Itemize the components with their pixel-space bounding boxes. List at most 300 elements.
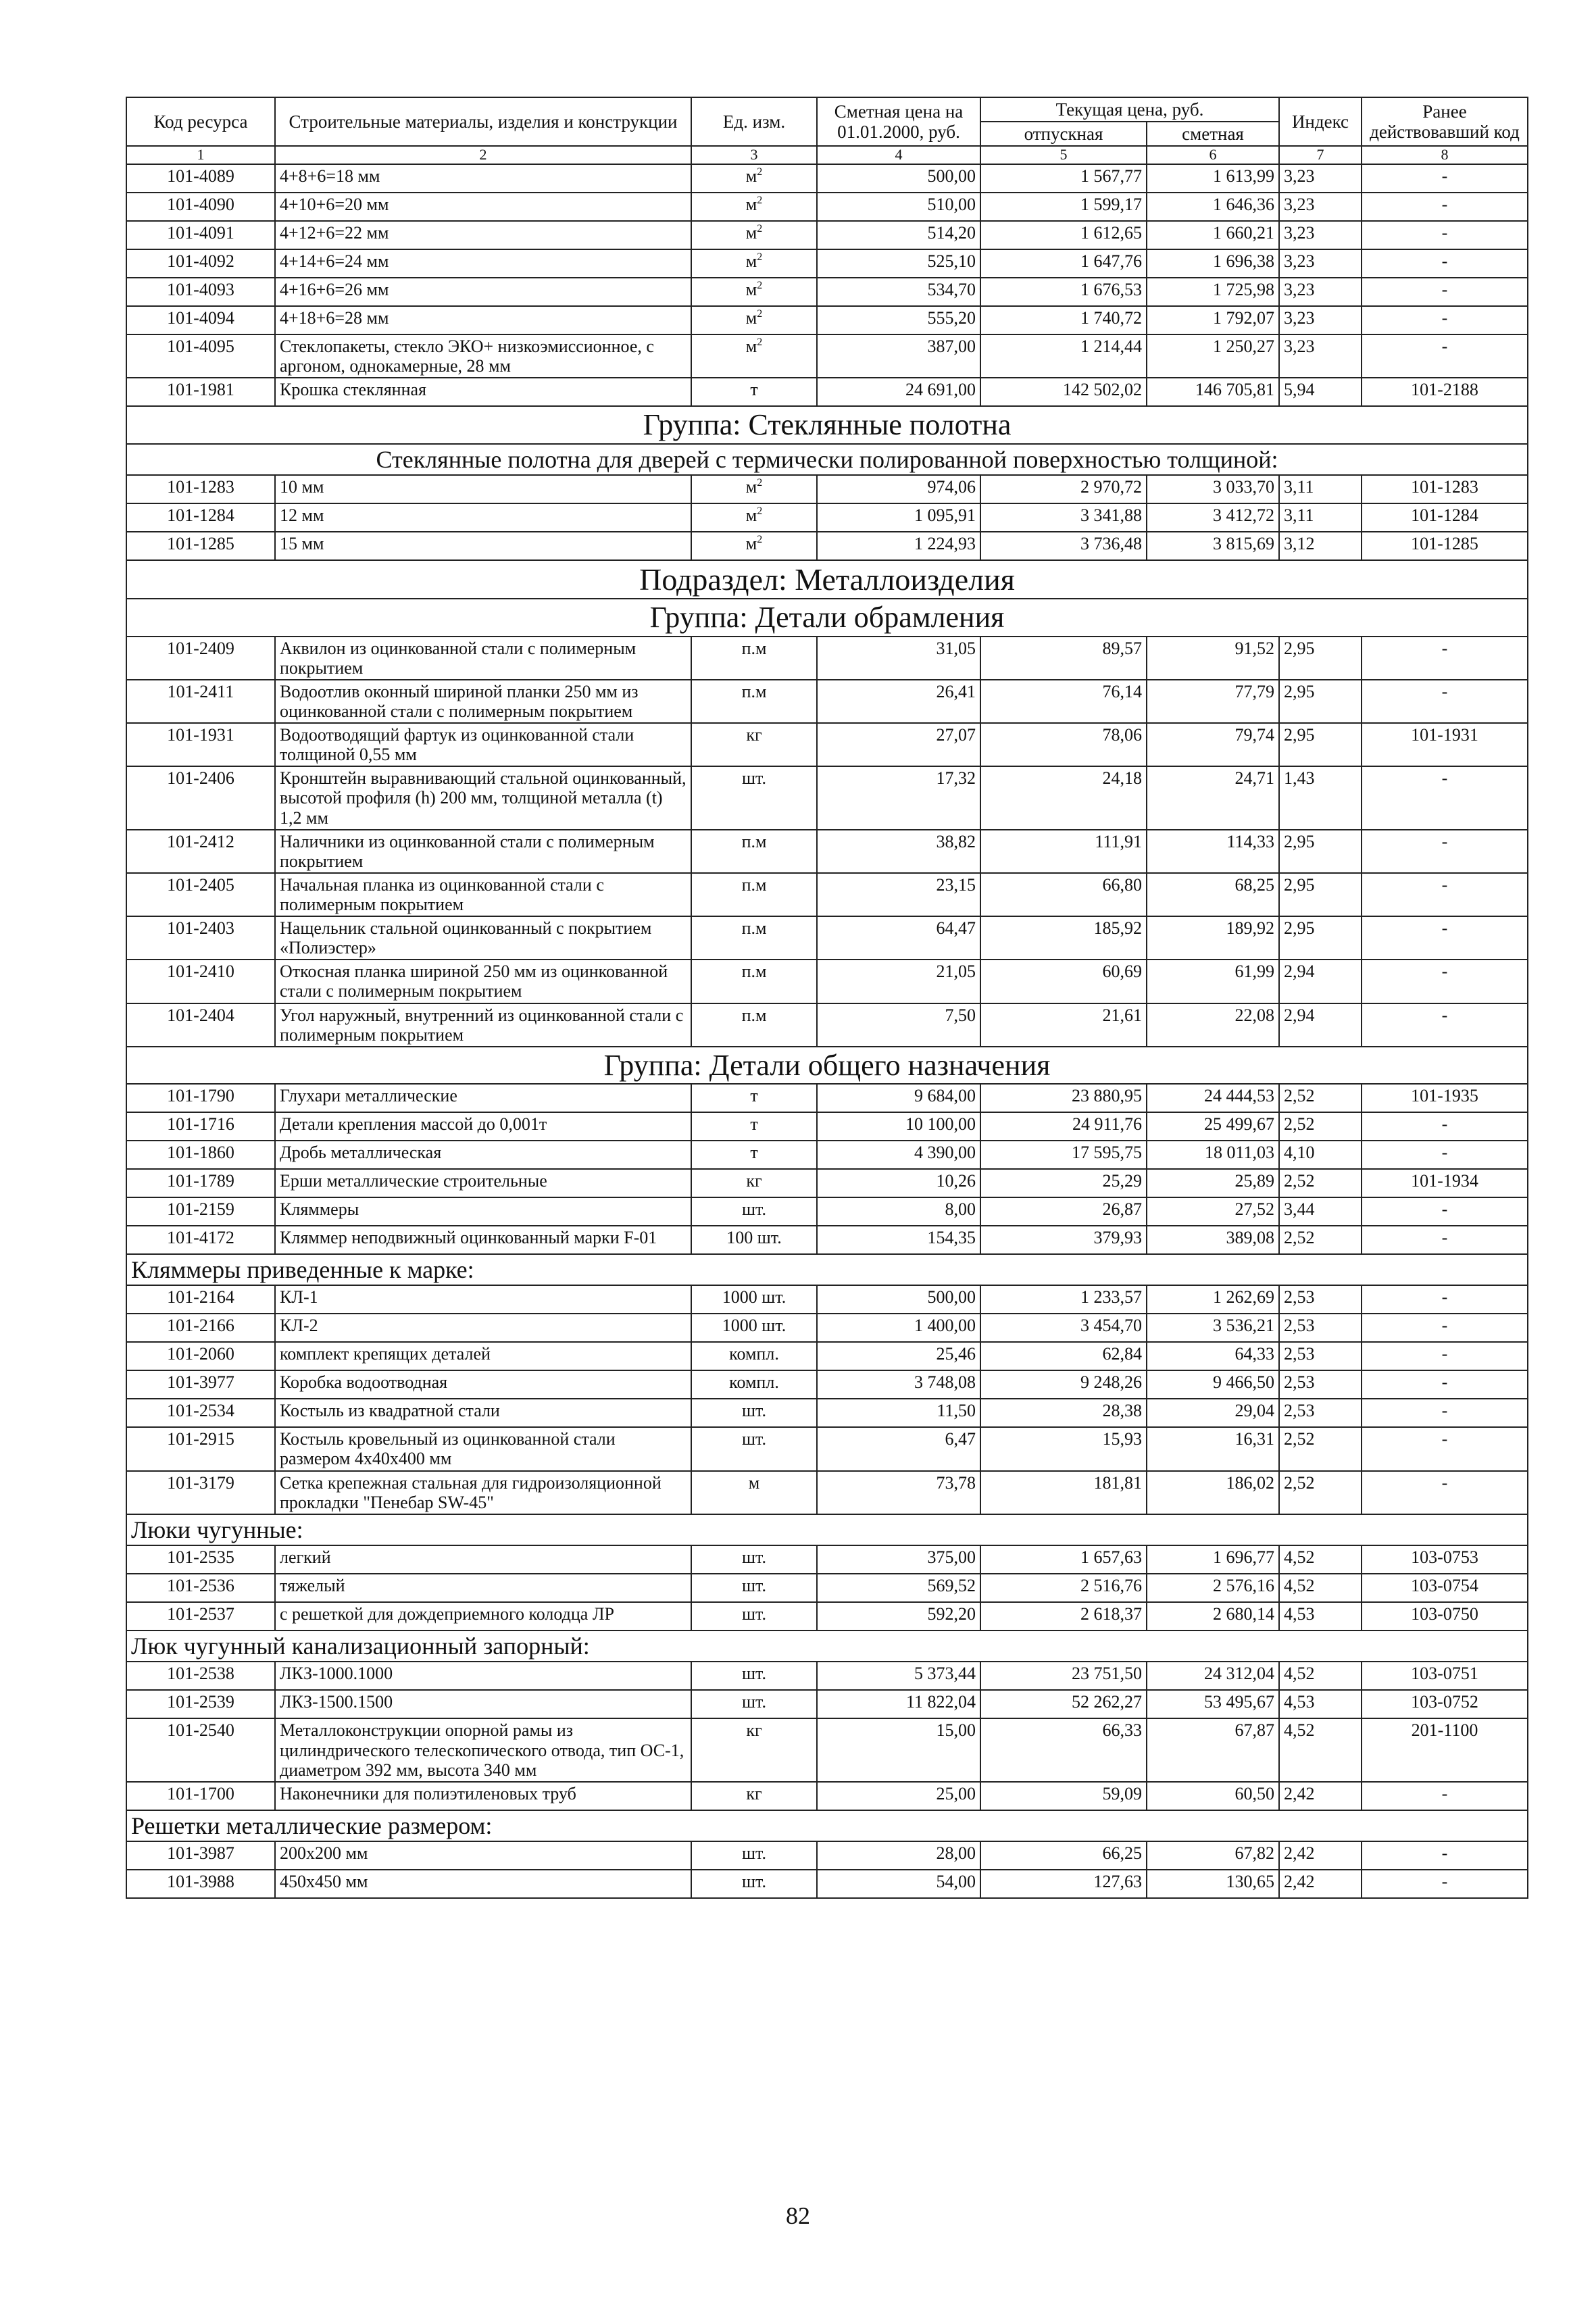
unit-cell: шт. (691, 1399, 817, 1427)
unit-cell: шт. (691, 1545, 817, 1574)
base-price-cell: 23,15 (817, 873, 980, 916)
material-name-cell: Дробь металлическая (275, 1141, 691, 1169)
estimate-price-cell: 53 495,67 (1147, 1690, 1279, 1718)
table-row (126, 1870, 1528, 1898)
release-price-cell: 89,57 (980, 637, 1147, 680)
estimate-price-cell: 189,92 (1147, 916, 1279, 960)
header-current-price: Текущая цена, руб. (980, 97, 1279, 122)
index-cell: 2,42 (1279, 1870, 1362, 1898)
table-row (126, 1003, 1528, 1047)
prev-code-cell: - (1362, 306, 1528, 334)
base-price-cell: 525,10 (817, 249, 980, 278)
material-name-cell: Наконечники для полиэтиленовых труб (275, 1782, 691, 1810)
material-name-cell: Ерши металлические строительные (275, 1169, 691, 1197)
estimate-price-cell: 1 262,69 (1147, 1285, 1279, 1314)
base-price-cell: 10 100,00 (817, 1112, 980, 1141)
prev-code-cell: - (1362, 249, 1528, 278)
base-price-cell: 28,00 (817, 1841, 980, 1870)
index-cell: 2,53 (1279, 1399, 1362, 1427)
base-price-cell: 31,05 (817, 637, 980, 680)
group-heading: Группа: Стеклянные полотна (126, 406, 1528, 443)
table-row (126, 193, 1528, 221)
material-name-cell: 10 мм (275, 475, 691, 503)
base-price-cell: 1 095,91 (817, 503, 980, 532)
estimate-price-cell: 389,08 (1147, 1226, 1279, 1254)
unit-cell: п.м (691, 960, 817, 1003)
material-name-cell: Откосная планка шириной 250 мм из оцинкованной стали с полимерным покрытием (275, 960, 691, 1003)
index-cell: 2,52 (1279, 1084, 1362, 1112)
material-name-cell: КЛ-2 (275, 1314, 691, 1342)
resource-code-cell: 101-3179 (126, 1471, 275, 1514)
unit-cell: 1000 шт. (691, 1285, 817, 1314)
index-cell: 3,23 (1279, 164, 1362, 193)
prev-code-cell: 101-1931 (1362, 723, 1528, 766)
material-name-cell: 4+16+6=26 мм (275, 278, 691, 306)
release-price-cell: 1 233,57 (980, 1285, 1147, 1314)
unit-cell: п.м (691, 830, 817, 873)
prev-code-cell: - (1362, 1370, 1528, 1399)
estimate-price-cell: 61,99 (1147, 960, 1279, 1003)
table-row (126, 1285, 1528, 1314)
resource-code-cell: 101-1789 (126, 1169, 275, 1197)
base-price-cell: 500,00 (817, 164, 980, 193)
release-price-cell: 62,84 (980, 1342, 1147, 1370)
estimate-price-cell: 79,74 (1147, 723, 1279, 766)
prev-code-cell: 201-1100 (1362, 1718, 1528, 1781)
table-row (126, 960, 1528, 1003)
release-price-cell: 111,91 (980, 830, 1147, 873)
table-row (126, 830, 1528, 873)
base-price-cell: 3 748,08 (817, 1370, 980, 1399)
index-cell: 2,95 (1279, 637, 1362, 680)
material-name-cell: тяжелый (275, 1574, 691, 1602)
release-price-cell: 23 751,50 (980, 1662, 1147, 1690)
index-cell: 3,12 (1279, 532, 1362, 560)
table-body (126, 164, 1528, 1898)
release-price-cell: 2 970,72 (980, 475, 1147, 503)
header-base-price: Сметная цена на 01.01.2000, руб. (817, 97, 980, 146)
prev-code-cell: - (1362, 278, 1528, 306)
release-price-cell: 379,93 (980, 1226, 1147, 1254)
colnum: 8 (1362, 146, 1528, 164)
release-price-cell: 24 911,76 (980, 1112, 1147, 1141)
subgroup-heading: Решетки металлические размером: (126, 1810, 1528, 1841)
table-row (126, 680, 1528, 723)
release-price-cell: 66,80 (980, 873, 1147, 916)
estimate-price-cell: 68,25 (1147, 873, 1279, 916)
material-name-cell: с решеткой для дождеприемного колодца ЛР (275, 1602, 691, 1631)
table-row (126, 1427, 1528, 1470)
base-price-cell: 54,00 (817, 1870, 980, 1898)
table-row (126, 1314, 1528, 1342)
unit-cell: кг (691, 1169, 817, 1197)
table-row (126, 1841, 1528, 1870)
base-price-cell: 24 691,00 (817, 378, 980, 406)
group-heading-row (126, 406, 1528, 443)
index-cell: 4,52 (1279, 1545, 1362, 1574)
release-price-cell: 78,06 (980, 723, 1147, 766)
index-cell: 2,53 (1279, 1285, 1362, 1314)
material-name-cell: Аквилон из оцинкованной стали с полимерным покрытием (275, 637, 691, 680)
page-number: 82 (786, 2202, 810, 2229)
index-cell: 2,42 (1279, 1782, 1362, 1810)
resource-code-cell: 101-4172 (126, 1226, 275, 1254)
material-name-cell: 4+10+6=20 мм (275, 193, 691, 221)
index-cell: 3,11 (1279, 503, 1362, 532)
material-name-cell: Угол наружный, внутренний из оцинкованной стали с полимерным покрытием (275, 1003, 691, 1047)
release-price-cell: 1 657,63 (980, 1545, 1147, 1574)
resource-code-cell: 101-2403 (126, 916, 275, 960)
index-cell: 2,52 (1279, 1427, 1362, 1470)
colnum: 5 (980, 146, 1147, 164)
material-name-cell: 4+14+6=24 мм (275, 249, 691, 278)
unit-cell: м (691, 1471, 817, 1514)
header-prev-code: Ранее действовавший код (1362, 97, 1528, 146)
resource-code-cell: 101-2159 (126, 1197, 275, 1226)
unit-cell: шт. (691, 1602, 817, 1631)
base-price-cell: 534,70 (817, 278, 980, 306)
estimate-price-cell: 9 466,50 (1147, 1370, 1279, 1399)
unit-cell: $м^2$ (691, 221, 817, 249)
release-price-cell: 66,33 (980, 1718, 1147, 1781)
index-cell: 3,23 (1279, 221, 1362, 249)
release-price-cell: 1 647,76 (980, 249, 1147, 278)
base-price-cell: 9 684,00 (817, 1084, 980, 1112)
subgroup-heading: Стеклянные полотна для дверей с термически полированной поверхностью толщиной: (126, 444, 1528, 475)
prev-code-cell: - (1362, 1003, 1528, 1047)
estimate-price-cell: 1 696,77 (1147, 1545, 1279, 1574)
base-price-cell: 64,47 (817, 916, 980, 960)
estimate-price-cell: 91,52 (1147, 637, 1279, 680)
subgroup-heading-row (126, 1254, 1528, 1285)
release-price-cell: 76,14 (980, 680, 1147, 723)
estimate-price-cell: 27,52 (1147, 1197, 1279, 1226)
index-cell: 4,52 (1279, 1574, 1362, 1602)
subgroup-heading-row (126, 444, 1528, 475)
table-row (126, 1690, 1528, 1718)
base-price-cell: 4 390,00 (817, 1141, 980, 1169)
table-row (126, 1662, 1528, 1690)
estimate-price-cell: 77,79 (1147, 680, 1279, 723)
estimate-price-cell: 16,31 (1147, 1427, 1279, 1470)
index-cell: 4,10 (1279, 1141, 1362, 1169)
table-row (126, 1471, 1528, 1514)
release-price-cell: 66,25 (980, 1841, 1147, 1870)
unit-cell: кг (691, 1718, 817, 1781)
base-price-cell: 21,05 (817, 960, 980, 1003)
unit-cell: $м^2$ (691, 475, 817, 503)
unit-cell: т (691, 1112, 817, 1141)
resource-code-cell: 101-2406 (126, 766, 275, 829)
release-price-cell: 25,29 (980, 1169, 1147, 1197)
table-row (126, 1226, 1528, 1254)
prev-code-cell: - (1362, 1112, 1528, 1141)
release-price-cell: 1 567,77 (980, 164, 1147, 193)
base-price-cell: 6,47 (817, 1427, 980, 1470)
resource-code-cell: 101-3988 (126, 1870, 275, 1898)
index-cell: 3,23 (1279, 249, 1362, 278)
table-row (126, 475, 1528, 503)
table-row (126, 532, 1528, 560)
resource-code-cell: 101-1716 (126, 1112, 275, 1141)
base-price-cell: 10,26 (817, 1169, 980, 1197)
release-price-cell: 185,92 (980, 916, 1147, 960)
base-price-cell: 154,35 (817, 1226, 980, 1254)
material-name-cell: 200х200 мм (275, 1841, 691, 1870)
table-header (126, 97, 1528, 164)
prev-code-cell: - (1362, 164, 1528, 193)
material-name-cell: Детали крепления массой до 0,001т (275, 1112, 691, 1141)
estimate-price-cell: 3 033,70 (1147, 475, 1279, 503)
table-row (126, 637, 1528, 680)
price-table (126, 97, 1528, 1899)
material-name-cell: ЛКЗ-1500.1500 (275, 1690, 691, 1718)
base-price-cell: 375,00 (817, 1545, 980, 1574)
prev-code-cell: - (1362, 1841, 1528, 1870)
resource-code-cell: 101-1283 (126, 475, 275, 503)
material-name-cell: Глухари металлические (275, 1084, 691, 1112)
estimate-price-cell: 186,02 (1147, 1471, 1279, 1514)
index-cell: 2,94 (1279, 1003, 1362, 1047)
material-name-cell: Кляммер неподвижный оцинкованный марки F-01 (275, 1226, 691, 1254)
index-cell: 2,53 (1279, 1342, 1362, 1370)
prev-code-cell: - (1362, 873, 1528, 916)
table-row (126, 221, 1528, 249)
unit-cell: т (691, 378, 817, 406)
release-price-cell: 127,63 (980, 1870, 1147, 1898)
prev-code-cell: - (1362, 1342, 1528, 1370)
table-row (126, 306, 1528, 334)
resource-code-cell: 101-1285 (126, 532, 275, 560)
release-price-cell: 52 262,27 (980, 1690, 1147, 1718)
unit-cell: $м^2$ (691, 278, 817, 306)
estimate-price-cell: 130,65 (1147, 1870, 1279, 1898)
base-price-cell: 5 373,44 (817, 1662, 980, 1690)
unit-cell: шт. (691, 1197, 817, 1226)
subgroup-heading-row (126, 1631, 1528, 1662)
release-price-cell: 2 618,37 (980, 1602, 1147, 1631)
resource-code-cell: 101-1981 (126, 378, 275, 406)
index-cell: 2,53 (1279, 1370, 1362, 1399)
index-cell: 1,43 (1279, 766, 1362, 829)
material-name-cell: Нащельник стальной оцинкованный с покрытием «Полиэстер» (275, 916, 691, 960)
table-row (126, 249, 1528, 278)
prev-code-cell: 103-0751 (1362, 1662, 1528, 1690)
material-name-cell: комплект крепящих деталей (275, 1342, 691, 1370)
base-price-cell: 500,00 (817, 1285, 980, 1314)
resource-code-cell: 101-2534 (126, 1399, 275, 1427)
unit-cell: п.м (691, 1003, 817, 1047)
material-name-cell: 4+18+6=28 мм (275, 306, 691, 334)
header-name: Строительные материалы, изделия и конструкции (275, 97, 691, 146)
material-name-cell: Костыль из квадратной стали (275, 1399, 691, 1427)
resource-code-cell: 101-1700 (126, 1782, 275, 1810)
material-name-cell: легкий (275, 1545, 691, 1574)
estimate-price-cell: 25,89 (1147, 1169, 1279, 1197)
release-price-cell: 142 502,02 (980, 378, 1147, 406)
subgroup-heading: Люк чугунный канализационный запорный: (126, 1631, 1528, 1662)
prev-code-cell: 103-0753 (1362, 1545, 1528, 1574)
material-name-cell: Кляммеры (275, 1197, 691, 1226)
release-price-cell: 23 880,95 (980, 1084, 1147, 1112)
resource-code-cell: 101-2539 (126, 1690, 275, 1718)
material-name-cell: 4+8+6=18 мм (275, 164, 691, 193)
prev-code-cell: - (1362, 1870, 1528, 1898)
table-row (126, 766, 1528, 829)
base-price-cell: 8,00 (817, 1197, 980, 1226)
prev-code-cell: - (1362, 766, 1528, 829)
colnum: 3 (691, 146, 817, 164)
index-cell: 2,95 (1279, 723, 1362, 766)
table-row (126, 1574, 1528, 1602)
release-price-cell: 2 516,76 (980, 1574, 1147, 1602)
release-price-cell: 15,93 (980, 1427, 1147, 1470)
release-price-cell: 3 736,48 (980, 532, 1147, 560)
table-row (126, 378, 1528, 406)
estimate-price-cell: 18 011,03 (1147, 1141, 1279, 1169)
material-name-cell: Крошка стеклянная (275, 378, 691, 406)
base-price-cell: 15,00 (817, 1718, 980, 1781)
base-price-cell: 38,82 (817, 830, 980, 873)
prev-code-cell: 101-1283 (1362, 475, 1528, 503)
base-price-cell: 11,50 (817, 1399, 980, 1427)
resource-code-cell: 101-2404 (126, 1003, 275, 1047)
unit-cell: кг (691, 723, 817, 766)
unit-cell: $м^2$ (691, 164, 817, 193)
release-price-cell: 28,38 (980, 1399, 1147, 1427)
estimate-price-cell: 1 613,99 (1147, 164, 1279, 193)
resource-code-cell: 101-2166 (126, 1314, 275, 1342)
group-heading-row (126, 1047, 1528, 1084)
unit-cell: шт. (691, 1662, 817, 1690)
colnum: 6 (1147, 146, 1279, 164)
prev-code-cell: - (1362, 680, 1528, 723)
unit-cell: кг (691, 1782, 817, 1810)
subgroup-heading-row (126, 1514, 1528, 1545)
table-row (126, 1141, 1528, 1169)
unit-cell: $м^2$ (691, 503, 817, 532)
subgroup-heading-row (126, 1810, 1528, 1841)
release-price-cell: 26,87 (980, 1197, 1147, 1226)
material-name-cell: 450х450 мм (275, 1870, 691, 1898)
resource-code-cell: 101-2537 (126, 1602, 275, 1631)
table-row (126, 334, 1528, 378)
index-cell: 2,95 (1279, 830, 1362, 873)
prev-code-cell: 103-0752 (1362, 1690, 1528, 1718)
index-cell: 2,53 (1279, 1314, 1362, 1342)
prev-code-cell: - (1362, 1226, 1528, 1254)
unit-cell: т (691, 1084, 817, 1112)
index-cell: 3,23 (1279, 306, 1362, 334)
resource-code-cell: 101-2536 (126, 1574, 275, 1602)
material-name-cell: Кронштейн выравнивающий стальной оцинкованный, высотой профиля (h) 200 мм, толщиной металла (t) 1,2 мм (275, 766, 691, 829)
table-row (126, 164, 1528, 193)
resource-code-cell: 101-4089 (126, 164, 275, 193)
release-price-cell: 1 599,17 (980, 193, 1147, 221)
unit-cell: шт. (691, 1427, 817, 1470)
table-row (126, 1169, 1528, 1197)
prev-code-cell: 101-1285 (1362, 532, 1528, 560)
estimate-price-cell: 3 536,21 (1147, 1314, 1279, 1342)
unit-cell: 100 шт. (691, 1226, 817, 1254)
resource-code-cell: 101-2412 (126, 830, 275, 873)
unit-cell: $м^2$ (691, 306, 817, 334)
table-row (126, 1399, 1528, 1427)
resource-code-cell: 101-2538 (126, 1662, 275, 1690)
prev-code-cell: - (1362, 334, 1528, 378)
prev-code-cell: 103-0750 (1362, 1602, 1528, 1631)
prev-code-cell: - (1362, 221, 1528, 249)
index-cell: 2,52 (1279, 1112, 1362, 1141)
estimate-price-cell: 3 815,69 (1147, 532, 1279, 560)
table-row (126, 1342, 1528, 1370)
table-row (126, 1112, 1528, 1141)
unit-cell: компл. (691, 1370, 817, 1399)
index-cell: 2,52 (1279, 1169, 1362, 1197)
prev-code-cell: - (1362, 1141, 1528, 1169)
material-name-cell: Коробка водоотводная (275, 1370, 691, 1399)
base-price-cell: 514,20 (817, 221, 980, 249)
material-name-cell: 12 мм (275, 503, 691, 532)
index-cell: 4,53 (1279, 1602, 1362, 1631)
release-price-cell: 3 454,70 (980, 1314, 1147, 1342)
index-cell: 3,23 (1279, 278, 1362, 306)
unit-cell: 1000 шт. (691, 1314, 817, 1342)
group-heading: Группа: Детали обрамления (126, 599, 1528, 636)
base-price-cell: 387,00 (817, 334, 980, 378)
resource-code-cell: 101-1284 (126, 503, 275, 532)
prev-code-cell: - (1362, 1427, 1528, 1470)
release-price-cell: 1 214,44 (980, 334, 1147, 378)
resource-code-cell: 101-2164 (126, 1285, 275, 1314)
unit-cell: $м^2$ (691, 334, 817, 378)
material-name-cell: Начальная планка из оцинкованной стали с полимерным покрытием (275, 873, 691, 916)
release-price-cell: 17 595,75 (980, 1141, 1147, 1169)
release-price-cell: 59,09 (980, 1782, 1147, 1810)
material-name-cell: Наличники из оцинкованной стали с полимерным покрытием (275, 830, 691, 873)
base-price-cell: 25,46 (817, 1342, 980, 1370)
colnum: 2 (275, 146, 691, 164)
header-estimate-price: сметная (1147, 122, 1279, 146)
prev-code-cell: - (1362, 960, 1528, 1003)
index-cell: 2,95 (1279, 873, 1362, 916)
column-numbers (126, 146, 1528, 164)
prev-code-cell: - (1362, 1197, 1528, 1226)
unit-cell: п.м (691, 916, 817, 960)
material-name-cell: Костыль кровельный из оцинкованной стали размером 4х40х400 мм (275, 1427, 691, 1470)
release-price-cell: 21,61 (980, 1003, 1147, 1047)
prev-code-cell: 101-1935 (1362, 1084, 1528, 1112)
resource-code-cell: 101-4092 (126, 249, 275, 278)
unit-cell: $м^2$ (691, 249, 817, 278)
index-cell: 3,23 (1279, 334, 1362, 378)
base-price-cell: 555,20 (817, 306, 980, 334)
estimate-price-cell: 1 696,38 (1147, 249, 1279, 278)
estimate-price-cell: 25 499,67 (1147, 1112, 1279, 1141)
estimate-price-cell: 1 646,36 (1147, 193, 1279, 221)
unit-cell: шт. (691, 1690, 817, 1718)
release-price-cell: 1 676,53 (980, 278, 1147, 306)
base-price-cell: 569,52 (817, 1574, 980, 1602)
header-code: Код ресурса (126, 97, 275, 146)
prev-code-cell: - (1362, 1471, 1528, 1514)
material-name-cell: 15 мм (275, 532, 691, 560)
index-cell: 4,53 (1279, 1690, 1362, 1718)
index-cell: 2,95 (1279, 680, 1362, 723)
table-row (126, 916, 1528, 960)
estimate-price-cell: 2 576,16 (1147, 1574, 1279, 1602)
base-price-cell: 510,00 (817, 193, 980, 221)
